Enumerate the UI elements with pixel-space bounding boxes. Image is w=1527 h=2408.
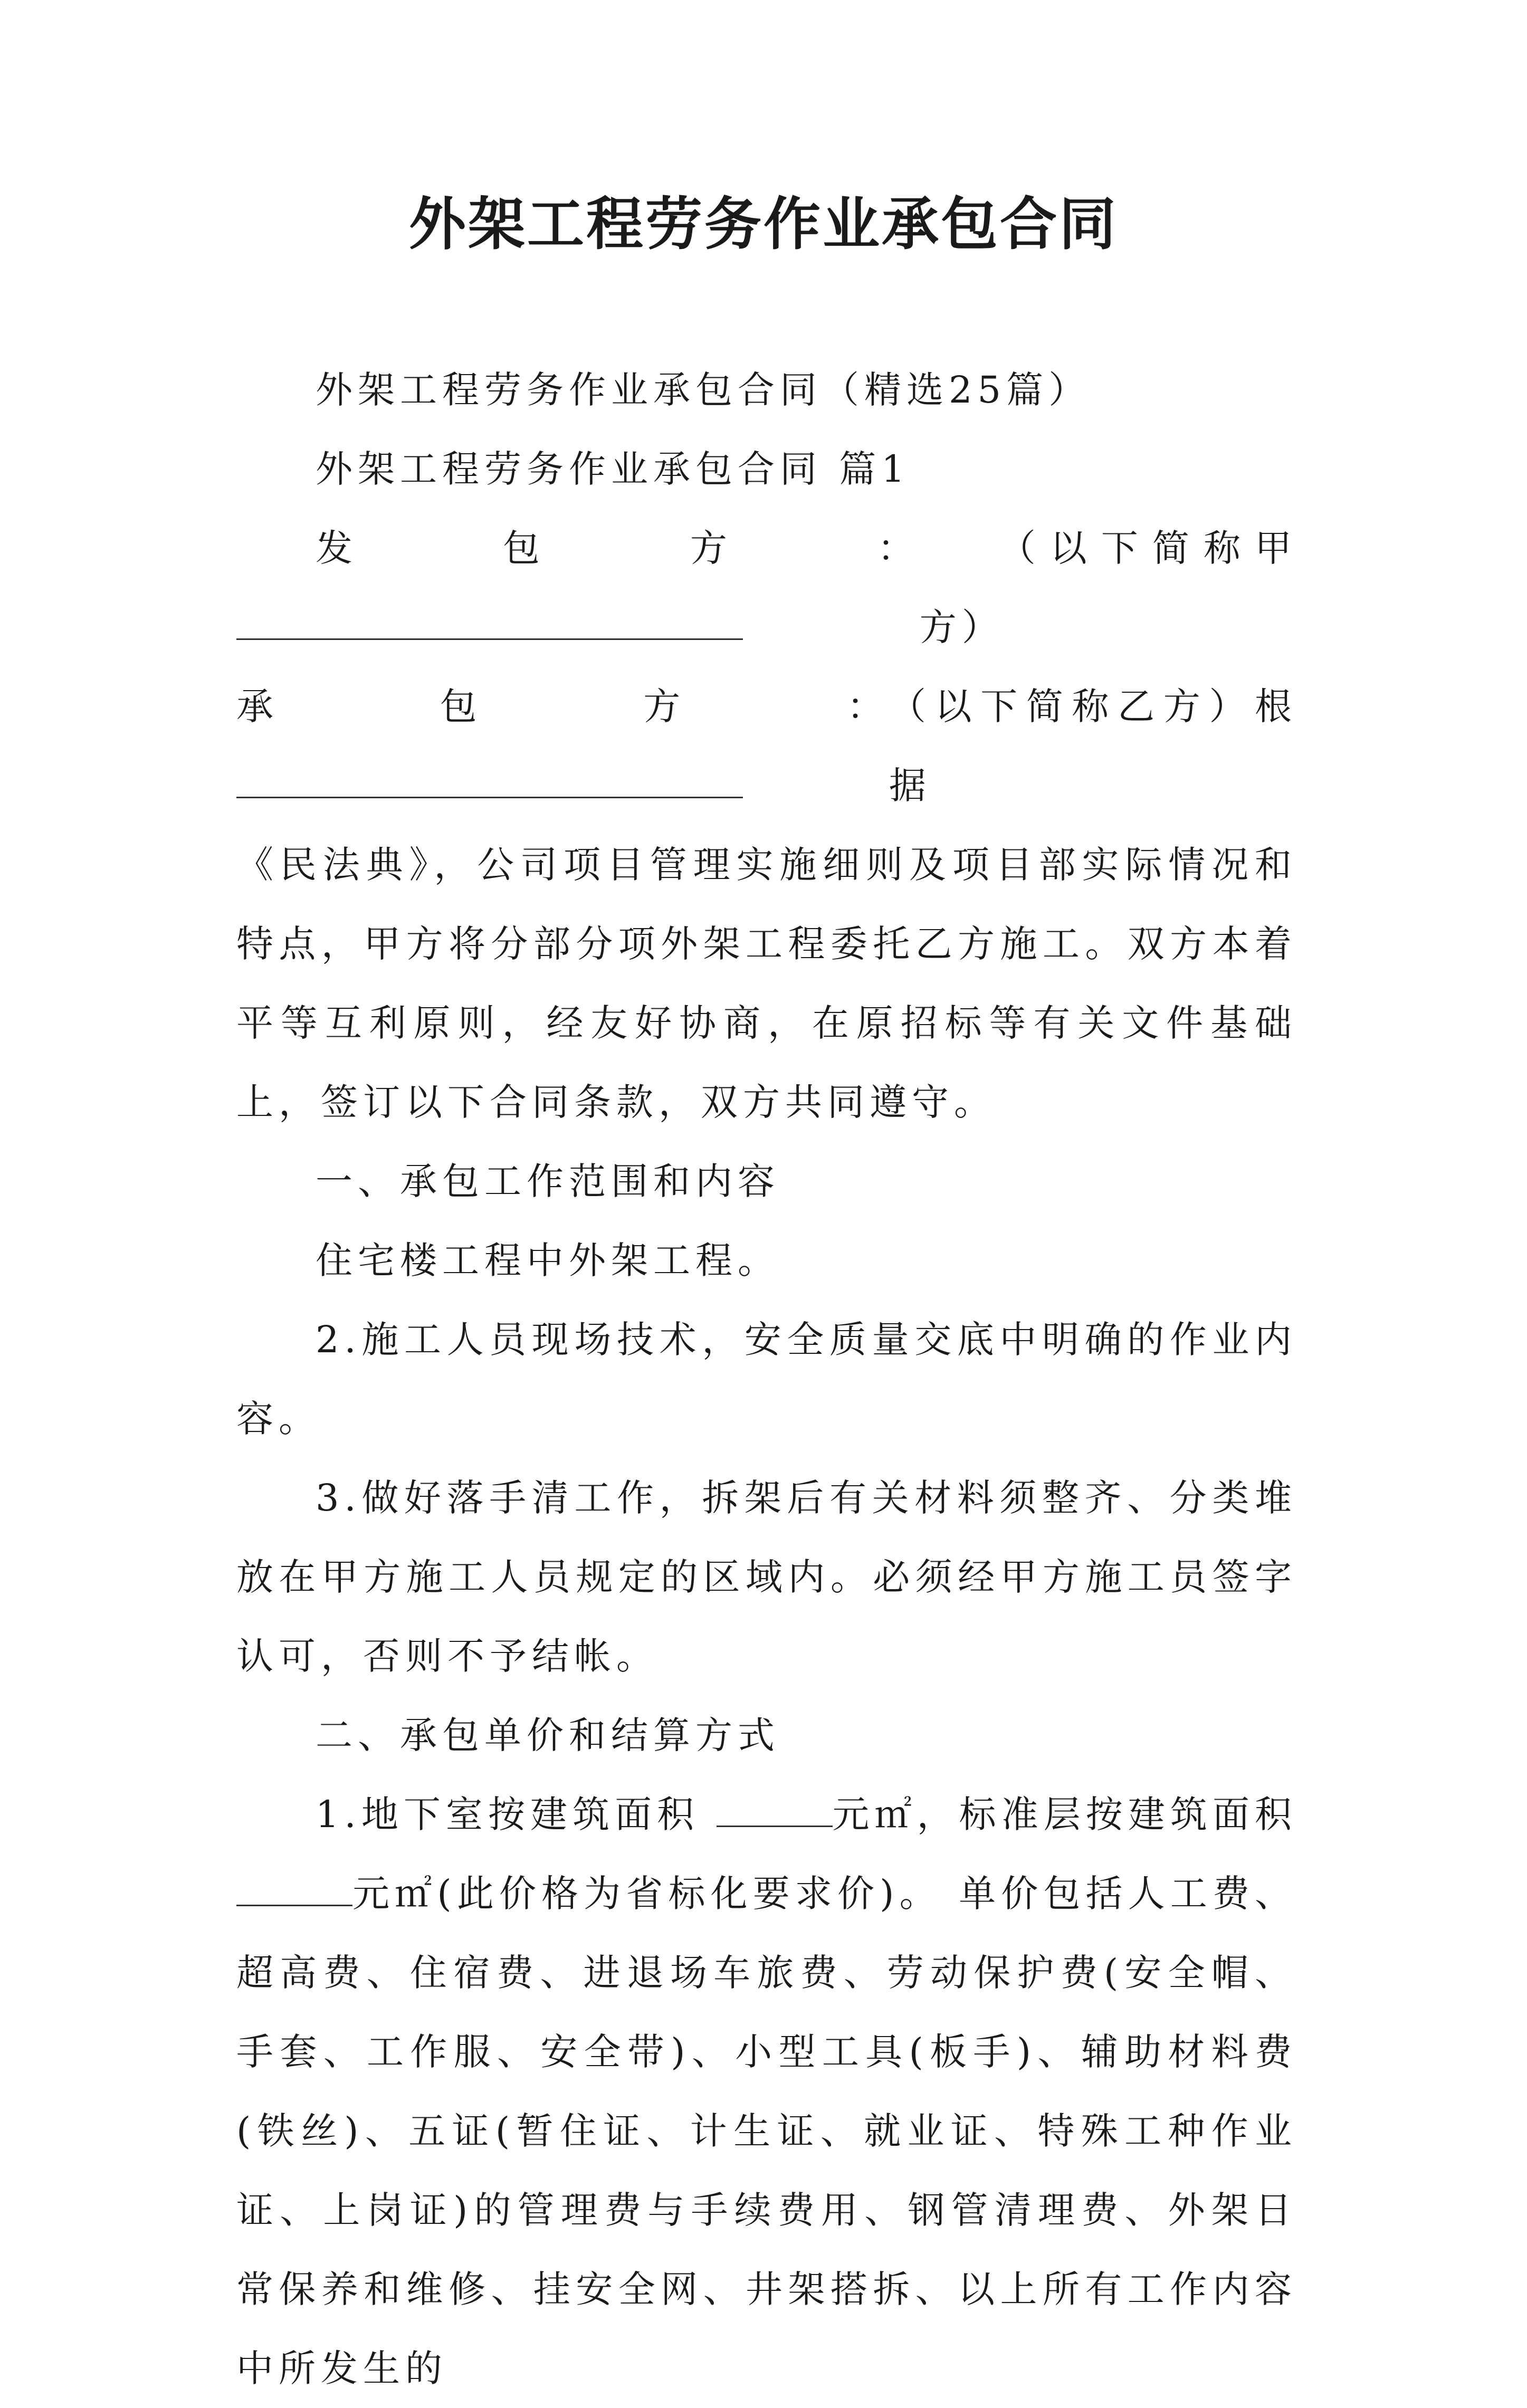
party-a-suffix: （以下简称甲方） xyxy=(919,527,1297,649)
party-b-blank xyxy=(236,764,743,798)
section1-item: 3.做好落手清工作，拆架后有关材料须整齐、分类堆放在甲方施工人员规定的区域内。必须经甲方施工员签字认可，否则不予结帐。 xyxy=(236,1476,1297,1678)
section1-heading: 一、承包工作范围和内容 xyxy=(316,1160,780,1203)
party-a-line xyxy=(236,509,1297,667)
standard-floor-price-blank xyxy=(236,1872,352,1906)
intro-paragraph: 《民法典》，公司项目管理实施细则及项目部实际情况和特点，甲方将分部分项外架工程委托乙方施工。双方本着平等互利原则，经友好协商，在原招标等有关文件基础上，签订以下合同条款，双方共同遵守。 xyxy=(236,843,1297,1124)
section2-item1-part2: 元㎡，标准层按建筑面积 xyxy=(832,1793,1297,1836)
section2-heading: 二、承包单价和结算方式 xyxy=(316,1714,780,1757)
party-b-label: 承包方： xyxy=(236,685,889,728)
section2-item1 xyxy=(236,1775,1297,2408)
party-b-suffix: （以下简称乙方）根据 xyxy=(889,685,1297,807)
section2-item1-part3: 元㎡(此价格为省标化要求价)。 单价包括人工费、超高费、住宿费、进退场车旅费、劳动保护费(安全帽、手套、工作服、安全带)、小型工具(板手)、辅助材料费(铁丝)、五证(暂住证、计生证、就业证、特殊工种作业证、上岗证)的管理费与手续费用、钢管清理费、外架日常保养和维修、挂安全网、井架搭拆、以上所有工作内容中所发生的 xyxy=(236,1872,1297,2390)
document-body xyxy=(236,350,1297,2408)
document-subtitle: 外架工程劳务作业承包合同（精选25篇） xyxy=(316,368,1091,412)
section-heading: 外架工程劳务作业承包合同 篇1 xyxy=(316,447,910,491)
party-a-blank xyxy=(236,606,743,640)
section2-item1-part1: 1.地下室按建筑面积 xyxy=(316,1793,700,1836)
document-title: 外架工程劳务作业承包合同 xyxy=(408,191,1118,257)
party-a-label: 发包方： xyxy=(316,527,920,570)
party-b-line xyxy=(236,667,1297,825)
section1-item: 住宅楼工程中外架工程。 xyxy=(316,1239,780,1282)
section1-item: 2.施工人员现场技术，安全质量交底中明确的作业内容。 xyxy=(236,1318,1297,1440)
basement-price-blank xyxy=(717,1793,833,1827)
